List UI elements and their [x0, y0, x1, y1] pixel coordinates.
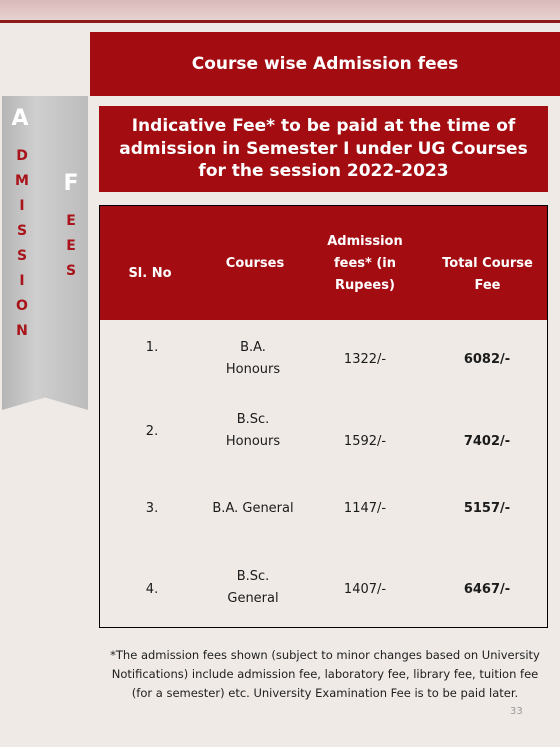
ribbon-letter: S — [65, 263, 77, 279]
ribbon-letter: O — [16, 298, 28, 314]
subtitle-text: Indicative Fee* to be paid at the time of admission in Semester I under UG Courses for the session 2022-2023 — [119, 116, 528, 182]
ribbon-letter: N — [16, 323, 28, 339]
footnote: *The admission fees shown (subject to minor changes based on University Notifications) include admission fee, laboratory fee, library fee, tuition fee (for a semester) etc. University Examination Fee is to be paid later. — [110, 648, 540, 700]
cell-admission-fee: 1147/- — [343, 501, 387, 516]
ribbon-letter: S — [16, 248, 28, 264]
cell-total-fee: 5157/- — [463, 501, 511, 516]
column-header-admission-fees: Admission fees* (in Rupees) — [327, 234, 403, 293]
page-title: Course wise Admission fees — [191, 54, 459, 74]
cell-sl-no: 2. — [145, 424, 159, 439]
cell-sl-no: 1. — [145, 340, 159, 355]
fee-table — [99, 205, 548, 628]
ribbon-letter: S — [16, 223, 28, 239]
ribbon-letter-f: F — [63, 171, 79, 196]
cell-admission-fee: 1592/- — [343, 434, 387, 449]
cell-sl-no: 3. — [145, 501, 159, 516]
top-decorative-stripe — [0, 0, 560, 20]
page-number: 33 — [510, 706, 523, 717]
cell-course: B.A. General — [212, 501, 294, 516]
ribbon-letter: D — [16, 148, 28, 164]
cell-total-fee: 7402/- — [463, 434, 511, 449]
ribbon-letter: M — [15, 173, 29, 189]
ribbon-letter-a: A — [11, 106, 29, 131]
cell-course: B.A. Honours — [225, 340, 281, 377]
cell-total-fee: 6467/- — [463, 582, 511, 597]
top-divider-line — [0, 20, 560, 23]
column-header-courses: Courses — [225, 256, 285, 271]
subtitle-box — [99, 106, 548, 192]
column-header-total-fee: Total Course Fee — [442, 256, 533, 293]
cell-admission-fee: 1407/- — [343, 582, 387, 597]
cell-admission-fee: 1322/- — [343, 352, 387, 367]
cell-sl-no: 4. — [145, 582, 159, 597]
ribbon-letter: I — [19, 198, 25, 214]
cell-course: B.Sc. Honours — [225, 412, 281, 449]
table-header — [100, 206, 547, 320]
column-header-sl-no: Sl. No — [128, 266, 172, 281]
ribbon-letter: E — [66, 213, 76, 229]
ribbon-letter: I — [19, 273, 25, 289]
cell-total-fee: 6082/- — [463, 352, 511, 367]
header-band — [90, 32, 560, 96]
ribbon-letter: E — [66, 238, 76, 254]
cell-course: B.Sc. General — [227, 569, 279, 606]
